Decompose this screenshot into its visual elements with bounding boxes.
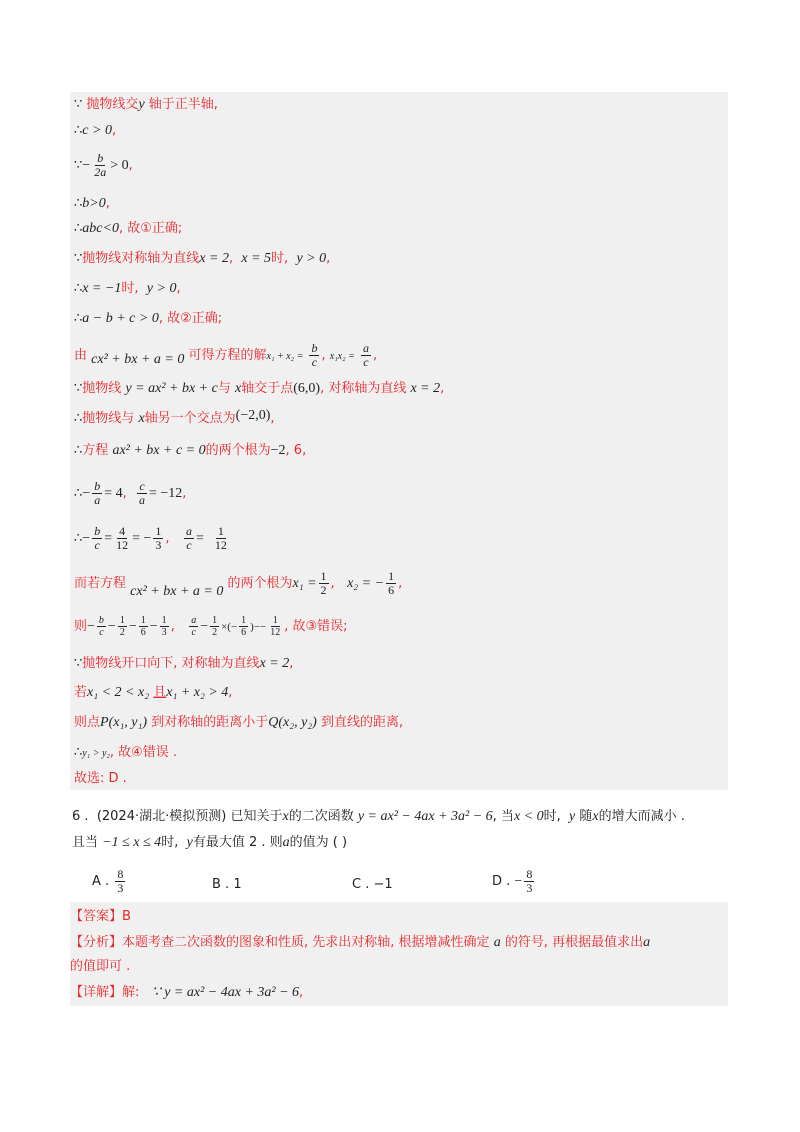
option-d[interactable]: D . − $\frac{8}{3}$ [492, 867, 533, 895]
answer-tag: 【答案】 [70, 909, 123, 924]
solution-line-13: ∴− $\frac{b}{a}$ = 4, $\frac{c}{a}$ = −12, [74, 479, 187, 507]
solution-line-9: 由 cx² + bx + a = 0 可得方程的解x₁ + x₂ = $\frac{b}{c}$ , x₁x₂ = $\frac{a}{c}$ , [74, 341, 378, 369]
fraction: $\frac{a}{c}$ [362, 341, 369, 369]
analysis-line-2: 的值即可 . [70, 959, 131, 974]
solution-line-11: ∴抛物线与 x轴另一个交点为(−2,0), [74, 408, 275, 426]
solution-line-1: ∵ 抛物线交y 轴于正半轴, [74, 97, 218, 112]
fraction: $\frac{b}{2a}$ [94, 151, 107, 179]
solution-line-16: 则− $\frac{b}{c}$ − $\frac{1}{2}$ − $\frac{1}{6}$ − $\frac{1}{3}$ , $\frac{a}{c}$ − $\frac{1}{2}$ ×(− $\frac{1}{6}$ )−− $\frac{1}{12}$ , 故③错误; [74, 615, 348, 638]
solution-line-10: ∵抛物线 y = ax² + bx + c与 x轴交于点(6,0), 对称轴为直线 x = 2, [74, 381, 445, 396]
fraction: $\frac{1}{6}$ [388, 569, 395, 597]
option-c[interactable]: C . −1 [352, 877, 393, 892]
answer-value: B [122, 909, 131, 924]
fraction: $\frac{b}{c}$ [311, 341, 318, 369]
question-6-line-1: 6 . (2024·湖北·模拟预测) 已知关于x的二次函数 y = ax² − 4ax + 3a² − 6, 当x < 0时, y 随x的增大而减小 . [72, 809, 685, 824]
detail-line: 【详解】解: ∵ y = ax² − 4ax + 3a² − 6, [70, 985, 304, 1000]
solution-line-2: ∴c > 0, [74, 123, 117, 138]
solution-line-4: ∴b>0, [74, 196, 110, 211]
question-number: 6 [72, 809, 81, 824]
fraction: $\frac{b}{a}$ [94, 479, 101, 507]
solution-line-7: ∴x = −1时, y > 0, [74, 281, 181, 296]
fraction: $\frac{b}{c}$ [94, 524, 101, 552]
option-b[interactable]: B . 1 [212, 877, 242, 892]
fraction: $\frac{8}{3}$ [526, 867, 533, 895]
fraction: $\frac{1}{2}$ [320, 569, 327, 597]
fraction: $\frac{1}{12}$ [214, 524, 227, 552]
solution-line-15: 而若方程 cx² + bx + a = 0 的两个根为x₁ = $\frac{1}{2}$ , x₂ = − $\frac{1}{6}$ , [74, 569, 403, 599]
fraction: $\frac{8}{3}$ [117, 867, 124, 895]
solution-line-18: 若x₁ < 2 < x₂ 且x₁ + x₂ > 4, [74, 685, 233, 700]
solution-line-6: ∵抛物线对称轴为直线x = 2, x = 5时, y > 0, [74, 251, 331, 266]
analysis-line: 【分析】本题考查二次函数的图象和性质, 先求出对称轴, 根据增减性确定 a 的符号, 再根据最值求出a [70, 935, 651, 950]
fraction: $\frac{1}{3}$ [155, 524, 162, 552]
solution-line-21-choice: 故选: D . [74, 771, 127, 786]
solution-line-14: ∴− $\frac{b}{c}$ = $\frac{4}{12}$ = − $\frac{1}{3}$ , $\frac{a}{c}$ = $\frac{1}{12}$ [74, 524, 227, 552]
solution-line-19: 则点P(x₁, y₁) 到对称轴的距离小于Q(x₂, y₂) 到直线的距离, [74, 715, 404, 730]
fraction: $\frac{c}{a}$ [139, 479, 145, 507]
question-source: (2024·湖北·模拟预测) [96, 809, 227, 824]
option-a[interactable]: A . $\frac{8}{3}$ [92, 867, 124, 895]
question-6-line-2: 且当 −1 ≤ x ≤ 4时, y有最大值 2 . 则a的值为 ( ) [72, 835, 348, 850]
solution-line-17: ∵抛物线开口向下, 对称轴为直线x = 2, [74, 656, 294, 671]
solution-line-3: ∵− $\frac{b}{2a}$ > 0, [74, 151, 133, 179]
solution-line-8: ∴a − b + c > 0, 故②正确; [74, 311, 223, 326]
solution-line-12: ∴方程 ax² + bx + c = 0的两个根为−2, 6, [74, 443, 307, 458]
solution-line-5: ∴abc<0, 故①正确; [74, 221, 183, 236]
fraction: $\frac{a}{c}$ [185, 524, 192, 552]
answer-line [70, 908, 131, 926]
fraction: $\frac{4}{12}$ [116, 524, 129, 552]
solution-line-20: ∴y₁ > y₂, 故④错误 . [74, 745, 178, 760]
